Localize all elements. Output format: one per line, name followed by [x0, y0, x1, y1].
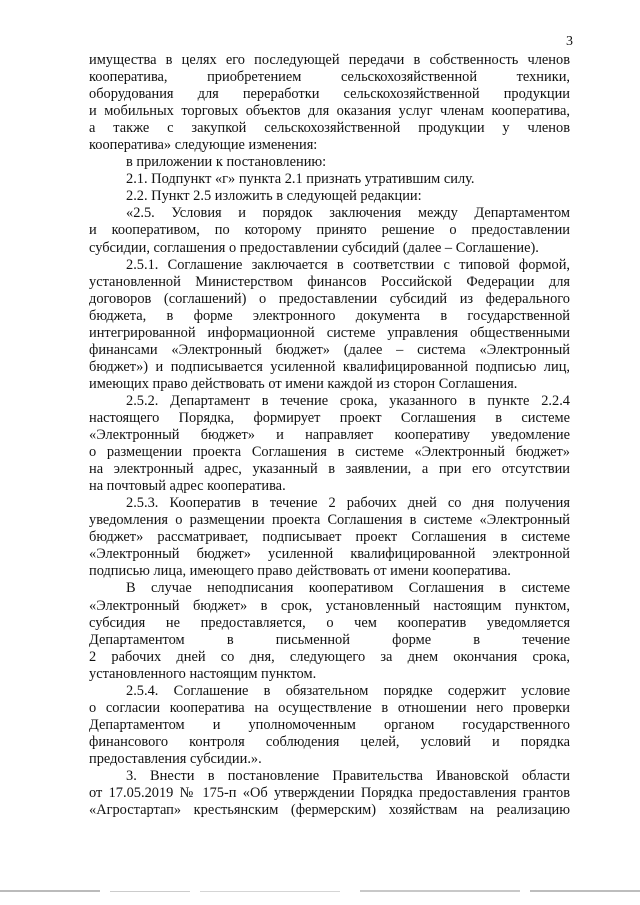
- text-line: «Электронный бюджет» и направляет кооперативу уведомление: [89, 427, 570, 444]
- text-line: 2.5.1. Соглашение заключается в соответствии с типовой формой,: [126, 256, 570, 273]
- text-line: 2.5.2. Департамент в течение срока, указанного в пункте 2.2.4: [126, 392, 570, 409]
- text-line: оборудования для переработки сельскохозяйственной продукции: [89, 86, 570, 103]
- text-line: о размещении проекта Соглашения в системе «Электронный бюджет»: [89, 444, 570, 461]
- text-line: кооператива, приобретением сельскохозяйственной техники,: [89, 69, 570, 86]
- text-line: бюджет» рассматривает, подписывает проект Соглашения в системе: [89, 529, 570, 546]
- text-line: имеющих право действовать от имени каждой из сторон Соглашения.: [89, 375, 518, 392]
- text-line: 2 рабочих дней со дня, следующего за днем окончания срока,: [89, 648, 570, 665]
- text-line: Департаментом и уполномоченным органом государственного: [89, 716, 570, 733]
- text-line: «Электронный бюджет» в срок, установленный настоящим пунктом,: [89, 597, 570, 614]
- text-line: в приложении к постановлению:: [126, 154, 327, 171]
- text-line: «Электронный бюджет» усиленной квалифицированной электронной: [89, 546, 570, 563]
- text-line: субсидия не предоставляется, о чем кооператив уведомляется: [89, 614, 570, 631]
- text-line: о согласии кооператива на осуществление в отношении него проверки: [89, 699, 570, 716]
- text-line: уведомления о размещении проекта Соглашения в системе «Электронный: [89, 512, 570, 529]
- text-line: подписью лица, имеющего право действовать от имени кооператива.: [89, 563, 511, 580]
- text-line: кооператива» следующие изменения:: [89, 137, 318, 154]
- text-line: предоставления субсидии.».: [89, 750, 262, 767]
- text-line: 2.1. Подпункт «г» пункта 2.1 признать утратившим силу.: [126, 171, 475, 188]
- text-line: 2.2. Пункт 2.5 изложить в следующей редакции:: [126, 188, 422, 205]
- text-line: 2.5.3. Кооператив в течение 2 рабочих дней со дня получения: [126, 495, 570, 512]
- text-line: на электронный адрес, указанный в заявлении, а при его отсутствии: [89, 461, 570, 478]
- text-line: установленной Министерством финансов Российской Федерации для: [89, 273, 570, 290]
- text-line: и кооперативом, по которому принято решение о предоставлении: [89, 222, 570, 239]
- text-line: настоящего Порядка, формирует проект Соглашения в системе: [89, 409, 570, 426]
- text-line: имущества в целях его последующей передачи в собственность членов: [89, 52, 570, 68]
- text-line: Департаментом в письменной форме в течение: [89, 631, 570, 648]
- text-line: а также с закупкой сельскохозяйственной продукции у членов: [89, 120, 570, 137]
- text-line: установленного настоящим пунктом.: [89, 665, 317, 682]
- text-line: бюджет») и подписывается усиленной квалифицированной подписью лиц,: [89, 358, 570, 375]
- text-line: интегрированной информационной системе управления общественными: [89, 324, 570, 341]
- text-line: В случае неподписания кооперативом Соглашения в системе: [126, 580, 570, 597]
- scan-edge-artifact: [0, 888, 640, 896]
- document-body: [89, 52, 570, 819]
- text-line: договоров (соглашений) о предоставлении субсидий из федерального: [89, 290, 570, 307]
- text-line: от 17.05.2019 № 175-п «Об утверждении Порядка предоставления грантов: [89, 785, 570, 802]
- text-line: «Агростартап» крестьянским (фермерским) хозяйствам на реализацию: [89, 802, 570, 819]
- text-line: финансового контроля соблюдения целей, условий и порядка: [89, 733, 570, 750]
- text-line: «2.5. Условия и порядок заключения между Департаментом: [126, 205, 570, 222]
- text-line: на почтовый адрес кооператива.: [89, 478, 286, 495]
- text-line: 2.5.4. Соглашение в обязательном порядке содержит условие: [126, 682, 570, 699]
- text-line: 3. Внести в постановление Правительства Ивановской области: [126, 767, 570, 784]
- page-number: 3: [566, 34, 573, 49]
- text-line: финансами «Электронный бюджет» (далее – система «Электронный: [89, 341, 570, 358]
- text-line: и мобильных торговых объектов для оказания услуг членам кооператива,: [89, 103, 570, 120]
- text-line: субсидии, соглашения о предоставлении субсидий (далее – Соглашение).: [89, 239, 539, 256]
- text-line: бюджета, в форме электронного документа в государственной: [89, 307, 570, 324]
